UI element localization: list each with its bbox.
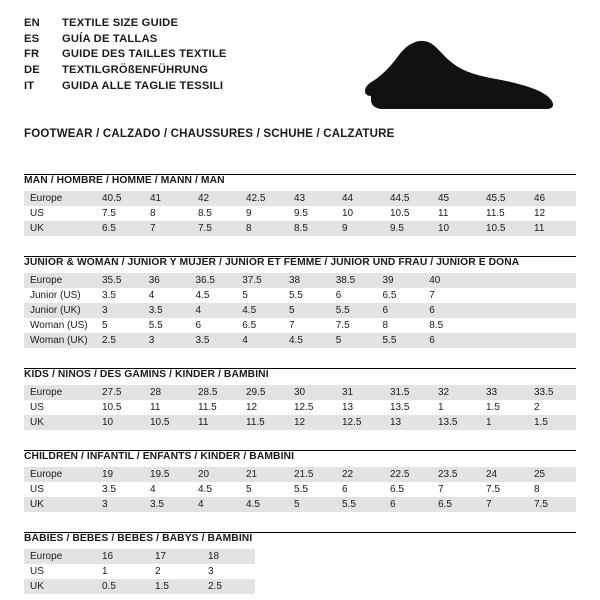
- cell: 4: [236, 333, 283, 348]
- table-row: [24, 579, 576, 594]
- cell: 6.5: [384, 482, 432, 497]
- cell: 4.5: [240, 497, 288, 512]
- row-label: Woman (UK): [24, 333, 96, 348]
- cell: 17: [149, 549, 202, 564]
- cell: 5: [236, 288, 283, 303]
- cell: 42.5: [240, 191, 288, 206]
- row-label: Europe: [24, 467, 96, 482]
- cell: 4.5: [190, 288, 237, 303]
- cell: 40: [423, 273, 470, 288]
- cell: 19.5: [144, 467, 192, 482]
- section-title: KIDS / NIÑOS / DES GAMINS / KINDER / BAMBINI: [24, 369, 269, 380]
- cell-empty: [438, 564, 484, 579]
- cell: 3: [96, 497, 144, 512]
- cell-empty: [393, 579, 439, 594]
- cell: 35.5: [96, 273, 143, 288]
- cell: 6.5: [432, 497, 480, 512]
- language-list-body: [24, 18, 227, 97]
- cell-empty: [484, 564, 530, 579]
- cell: 2: [528, 400, 576, 415]
- cell: 8.5: [192, 206, 240, 221]
- cell: 4.5: [283, 333, 330, 348]
- cell: 10: [96, 415, 144, 430]
- cell: 41: [144, 191, 192, 206]
- cell: 12: [288, 415, 336, 430]
- cell: 11.5: [240, 415, 288, 430]
- cell: 7.5: [192, 221, 240, 236]
- row-label: UK: [24, 415, 96, 430]
- language-row: [24, 34, 227, 50]
- cell-empty: [301, 564, 347, 579]
- table-row: [24, 482, 576, 497]
- cell-empty: [523, 303, 576, 318]
- cell: 6: [423, 303, 470, 318]
- cell: 2.5: [96, 333, 143, 348]
- cell: 5: [283, 303, 330, 318]
- cell: 3.5: [143, 303, 190, 318]
- cell: 2: [149, 564, 202, 579]
- cell: 1.5: [528, 415, 576, 430]
- cell: 5: [330, 333, 377, 348]
- cell: 5.5: [330, 303, 377, 318]
- cell: 30: [288, 385, 336, 400]
- table-row: [24, 273, 576, 288]
- cell: 44.5: [384, 191, 432, 206]
- language-code: IT: [24, 79, 35, 92]
- cell: 37.5: [236, 273, 283, 288]
- cell: 10: [432, 221, 480, 236]
- table-row: [24, 206, 576, 221]
- cell: 45: [432, 191, 480, 206]
- cell: 1: [432, 400, 480, 415]
- cell: 13.5: [384, 400, 432, 415]
- cell: 4: [192, 497, 240, 512]
- cell: 11: [144, 400, 192, 415]
- row-label: Junior (US): [24, 288, 96, 303]
- cell-empty: [255, 564, 301, 579]
- cell: 7: [480, 497, 528, 512]
- cell: 6.5: [236, 318, 283, 333]
- cell: 1: [96, 564, 149, 579]
- cell: 10.5: [480, 221, 528, 236]
- cell: 11: [528, 221, 576, 236]
- cell: 46: [528, 191, 576, 206]
- table-row: [24, 497, 576, 512]
- language-code: EN: [24, 17, 40, 29]
- cell: 5.5: [377, 333, 424, 348]
- cell: 8: [377, 318, 424, 333]
- language-code: FR: [24, 48, 40, 61]
- cell-empty: [530, 579, 576, 594]
- cell: 5: [96, 318, 143, 333]
- cell: 9: [336, 221, 384, 236]
- cell: 10.5: [384, 206, 432, 221]
- row-label: US: [24, 482, 96, 497]
- language-row: [24, 65, 227, 81]
- cell-empty: [523, 288, 576, 303]
- language-code: DE: [24, 64, 40, 77]
- table-row: [24, 467, 576, 482]
- cell: 3.5: [144, 497, 192, 512]
- category-line: FOOTWEAR / CALZADO / CHAUSSURES / SCHUHE / CALZATURE: [24, 128, 395, 140]
- language-row: [24, 49, 227, 65]
- cell: 22.5: [384, 467, 432, 482]
- cell: 6: [336, 482, 384, 497]
- cell: 44: [336, 191, 384, 206]
- cell: 7.5: [480, 482, 528, 497]
- cell: 7: [283, 318, 330, 333]
- cell: 12.5: [288, 400, 336, 415]
- cell: 10.5: [144, 415, 192, 430]
- row-label: Europe: [24, 273, 96, 288]
- cell: 45.5: [480, 191, 528, 206]
- cell: 12.5: [336, 415, 384, 430]
- table-row: [24, 385, 576, 400]
- size-table-children: [24, 467, 576, 512]
- cell-empty: [393, 564, 439, 579]
- row-label: Europe: [24, 549, 96, 564]
- cell: 1.5: [480, 400, 528, 415]
- table-row: [24, 191, 576, 206]
- cell: 9.5: [384, 221, 432, 236]
- table-row: [24, 221, 576, 236]
- cell-empty: [347, 564, 393, 579]
- cell: 5.5: [336, 497, 384, 512]
- cell: 38: [283, 273, 330, 288]
- cell: 5: [288, 497, 336, 512]
- table-row: [24, 400, 576, 415]
- cell: 10: [336, 206, 384, 221]
- cell: 2.5: [202, 579, 255, 594]
- language-row: [24, 81, 227, 97]
- section-title: JUNIOR & WOMAN / JUNIOR Y MUJER / JUNIOR ET FEMME / JUNIOR UND FRAU / JUNIOR E DONA: [24, 257, 520, 268]
- cell: 33.5: [528, 385, 576, 400]
- size-table-junior-woman: [24, 273, 576, 348]
- cell: 28.5: [192, 385, 240, 400]
- section-title: BABIES / BEBÉS / BÉBÉS / BABYS / BAMBINI: [24, 533, 253, 544]
- table-row: [24, 303, 576, 318]
- table-row: [24, 549, 576, 564]
- table-row: [24, 288, 576, 303]
- cell: 9: [240, 206, 288, 221]
- cell: 5.5: [283, 288, 330, 303]
- cell: 11.5: [480, 206, 528, 221]
- section-junior-woman: [24, 256, 576, 348]
- cell: 1: [480, 415, 528, 430]
- cell-empty: [470, 318, 523, 333]
- cell: 29.5: [240, 385, 288, 400]
- section-children: [24, 450, 576, 512]
- page-header: [24, 18, 576, 114]
- cell: 7.5: [330, 318, 377, 333]
- cell-empty: [530, 564, 576, 579]
- cell: 5.5: [143, 318, 190, 333]
- cell: 4: [144, 482, 192, 497]
- cell: 8: [144, 206, 192, 221]
- cell: 21: [240, 467, 288, 482]
- cell-empty: [393, 549, 439, 564]
- table-row: [24, 318, 576, 333]
- cell: 1.5: [149, 579, 202, 594]
- cell-empty: [347, 549, 393, 564]
- language-title: GUIDE DES TAILLES TEXTILE: [62, 48, 227, 61]
- cell: 8: [528, 482, 576, 497]
- cell-empty: [347, 579, 393, 594]
- size-table-man: [24, 191, 576, 236]
- cell: 33: [480, 385, 528, 400]
- table-row: [24, 415, 576, 430]
- language-row: [24, 18, 227, 34]
- cell-empty: [438, 549, 484, 564]
- cell: 3.5: [190, 333, 237, 348]
- cell: 3: [96, 303, 143, 318]
- dress-shoe-icon: [363, 34, 558, 114]
- cell: 36.5: [190, 273, 237, 288]
- cell: 7: [423, 288, 470, 303]
- cell: 7.5: [528, 497, 576, 512]
- cell: 32: [432, 385, 480, 400]
- cell: 12: [240, 400, 288, 415]
- row-label: US: [24, 400, 96, 415]
- table-row: [24, 564, 576, 579]
- cell-empty: [470, 333, 523, 348]
- cell: 6: [190, 318, 237, 333]
- cell-empty: [301, 579, 347, 594]
- row-label: Europe: [24, 385, 96, 400]
- cell: 6: [384, 497, 432, 512]
- section-man: [24, 174, 576, 236]
- row-label: Woman (US): [24, 318, 96, 333]
- cell: 13: [384, 415, 432, 430]
- cell: 25: [528, 467, 576, 482]
- cell: 39: [377, 273, 424, 288]
- cell-empty: [470, 273, 523, 288]
- cell: 38.5: [330, 273, 377, 288]
- cell-empty: [484, 549, 530, 564]
- cell: 11: [432, 206, 480, 221]
- cell: 8.5: [423, 318, 470, 333]
- cell: 3.5: [96, 482, 144, 497]
- table-row: [24, 333, 576, 348]
- cell: 36: [143, 273, 190, 288]
- cell: 22: [336, 467, 384, 482]
- language-title: GUÍA DE TALLAS: [62, 32, 158, 45]
- section-kids: [24, 368, 576, 430]
- row-label: US: [24, 206, 96, 221]
- cell-empty: [484, 579, 530, 594]
- cell-empty: [523, 333, 576, 348]
- cell: 13: [336, 400, 384, 415]
- cell: 0.5: [96, 579, 149, 594]
- cell: 11.5: [192, 400, 240, 415]
- row-label: Europe: [24, 191, 96, 206]
- cell: 23.5: [432, 467, 480, 482]
- row-label: Junior (UK): [24, 303, 96, 318]
- cell: 4.5: [236, 303, 283, 318]
- cell: 5.5: [288, 482, 336, 497]
- cell-empty: [438, 579, 484, 594]
- cell-empty: [530, 549, 576, 564]
- language-title: GUIDA ALLE TAGLIE TESSILI: [62, 79, 224, 92]
- section-title: MAN / HOMBRE / HOMME / MANN / MAN: [24, 175, 225, 186]
- language-code: ES: [24, 32, 40, 45]
- cell: 8: [240, 221, 288, 236]
- cell: 9.5: [288, 206, 336, 221]
- cell: 5: [240, 482, 288, 497]
- cell: 43: [288, 191, 336, 206]
- cell: 12: [528, 206, 576, 221]
- cell: 20: [192, 467, 240, 482]
- language-list: [24, 18, 227, 97]
- cell: 6.5: [96, 221, 144, 236]
- cell: 10.5: [96, 400, 144, 415]
- cell: 4.5: [192, 482, 240, 497]
- cell: 31: [336, 385, 384, 400]
- cell-empty: [470, 288, 523, 303]
- cell: 6: [330, 288, 377, 303]
- row-label: UK: [24, 497, 96, 512]
- cell: 19: [96, 467, 144, 482]
- row-label: UK: [24, 221, 96, 236]
- cell-empty: [301, 549, 347, 564]
- cell-empty: [255, 549, 301, 564]
- cell: 4: [143, 288, 190, 303]
- cell: 24: [480, 467, 528, 482]
- cell-empty: [470, 303, 523, 318]
- cell: 27.5: [96, 385, 144, 400]
- cell: 3.5: [96, 288, 143, 303]
- cell: 6.5: [377, 288, 424, 303]
- cell: 8.5: [288, 221, 336, 236]
- cell: 16: [96, 549, 149, 564]
- row-label: US: [24, 564, 96, 579]
- row-label: UK: [24, 579, 96, 594]
- section-title: CHILDREN / INFANTIL / ENFANTS / KINDER / BAMBINI: [24, 451, 295, 462]
- cell: 28: [144, 385, 192, 400]
- language-title: TEXTILGRÖßENFÜHRUNG: [62, 64, 209, 77]
- cell: 7.5: [96, 206, 144, 221]
- cell: 3: [202, 564, 255, 579]
- cell: 7: [144, 221, 192, 236]
- cell: 21.5: [288, 467, 336, 482]
- cell: 3: [143, 333, 190, 348]
- language-title: TEXTILE SIZE GUIDE: [62, 17, 179, 29]
- cell: 42: [192, 191, 240, 206]
- cell: 7: [432, 482, 480, 497]
- cell: 6: [423, 333, 470, 348]
- cell-empty: [255, 579, 301, 594]
- cell: 40.5: [96, 191, 144, 206]
- cell-empty: [523, 273, 576, 288]
- cell: 4: [190, 303, 237, 318]
- cell: 31.5: [384, 385, 432, 400]
- cell-empty: [523, 318, 576, 333]
- size-table-babies: [24, 549, 576, 594]
- size-table-kids: [24, 385, 576, 430]
- cell: 11: [192, 415, 240, 430]
- cell: 13.5: [432, 415, 480, 430]
- section-babies: [24, 532, 576, 594]
- cell: 6: [377, 303, 424, 318]
- cell: 18: [202, 549, 255, 564]
